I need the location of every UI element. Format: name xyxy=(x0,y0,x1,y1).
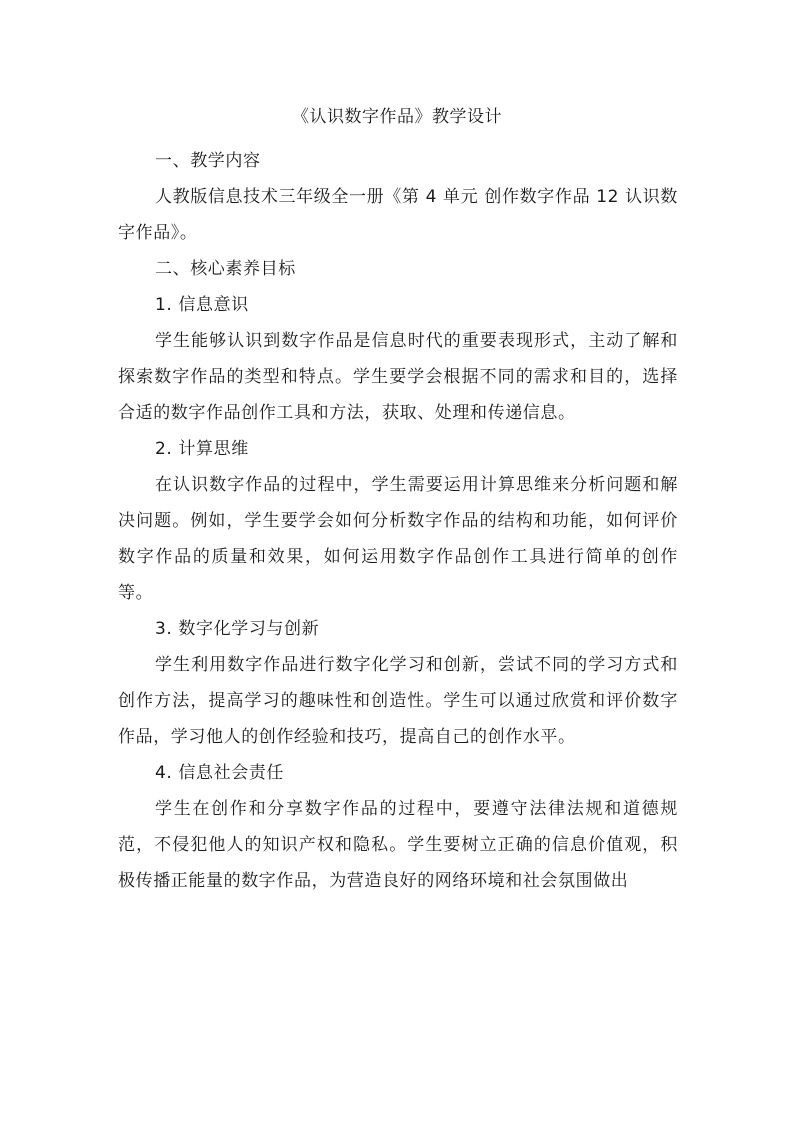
subheading-digital-learning: 3. 数字化学习与创新 xyxy=(155,619,320,639)
subheading-information-awareness: 1. 信息意识 xyxy=(155,295,249,315)
paragraph-information-awareness: 学生能够认识到数字作品是信息时代的重要表现形式，主动了解和探索数字作品的类型和特点。学生要学会根据不同的需求和目的，选择合适的数字作品创作工具和方法，获取、处理和传递信息。 xyxy=(118,331,678,423)
document-title: 《认识数字作品》教学设计 xyxy=(292,107,502,127)
paragraph-teaching-content: 人教版信息技术三年级全一册《第 4 单元 创作数字作品 12 认识数字作品》。 xyxy=(118,187,678,243)
subheading-social-responsibility: 4. 信息社会责任 xyxy=(155,763,285,783)
paragraph-social-responsibility: 学生在创作和分享数字作品的过程中，要遵守法律法规和道德规范，不侵犯他人的知识产权和隐私。学生要树立正确的信息价值观，积极传播正能量的数字作品，为营造良好的网络环境和社会氛围做出 xyxy=(118,799,678,891)
section-heading-core-literacy: 二、核心素养目标 xyxy=(155,259,296,279)
document-body xyxy=(118,143,678,899)
paragraph-computational-thinking: 在认识数字作品的过程中，学生需要运用计算思维来分析问题和解决问题。例如，学生要学会如何分析数字作品的结构和功能，如何评价数字作品的质量和效果，如何运用数字作品创作工具进行简单的创作等。 xyxy=(118,475,678,603)
paragraph-digital-learning: 学生利用数字作品进行数字化学习和创新，尝试不同的学习方式和创作方法，提高学习的趣味性和创造性。学生可以通过欣赏和评价数字作品，学习他人的创作经验和技巧，提高自己的创作水平。 xyxy=(118,655,678,747)
section-heading-teaching-content: 一、教学内容 xyxy=(155,151,261,171)
subheading-computational-thinking: 2. 计算思维 xyxy=(155,439,249,459)
